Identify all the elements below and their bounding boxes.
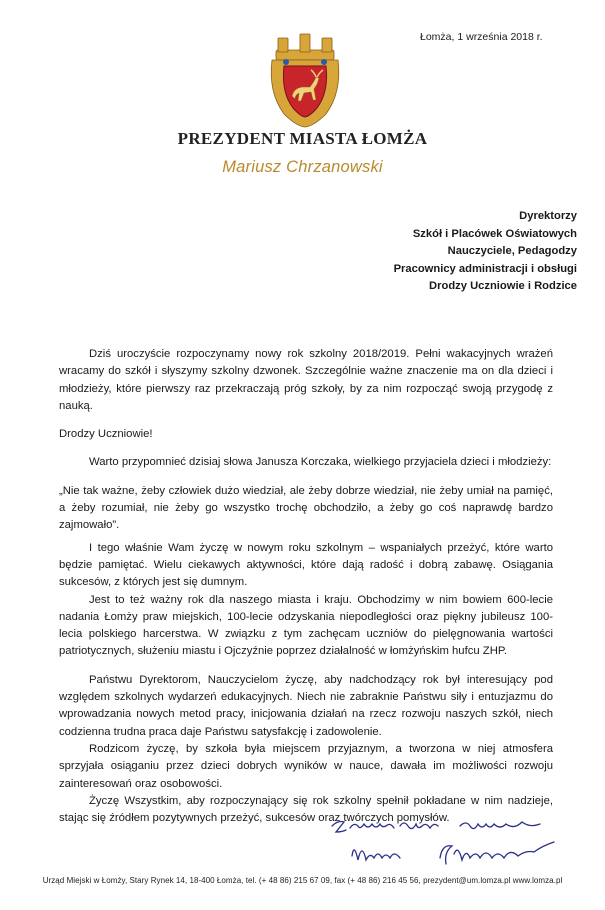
recipient-line: Nauczyciele, Pedagodzy [447, 245, 577, 257]
letter-date: Łomża, 1 września 2018 r. [420, 31, 543, 43]
letterhead-footer: Urząd Miejski w Łomży, Stary Rynek 14, 18-400 Łomża, tel. (+ 48 86) 215 67 09, fax (+ 48 86) 216 45 56, prezydent@um.lomza.pl www.lomza.pl [42, 876, 563, 885]
recipients-block [394, 208, 577, 296]
handwritten-signature-icon [330, 812, 580, 876]
body-paragraph: Warto przypomnieć dzisiaj słowa Janusza Korczaka, wielkiego przyjaciela dzieci i młodzieży: [89, 456, 552, 469]
office-title: PREZYDENT MIASTA ŁOMŻA [177, 129, 428, 148]
body-paragraph: Dziś uroczyście rozpoczynamy nowy rok szkolny 2018/2019. Pełni wakacyjnych wrażeń wracamy do szkół i słyszymy szkolny dzwonek. Szczególnie ważne znaczenie ma on dla dzieci i młodzieży, które pierwszy raz przekraczają próg szkoły, by za nim rozpocząć swoją przygodę z nauką. [59, 348, 553, 412]
body-paragraph: I tego właśnie Wam życzę w nowym roku szkolnym – wspaniałych przeżyć, które warto będzie pamiętać. Wielu ciekawych aktywności, które dają radość i dobrą zabawę. Osiągania sukcesów, z których jest się dumnym. [59, 541, 553, 589]
body-paragraph: Życzę Wszystkim, aby rozpoczynający się rok szkolny spełnił pokładane w nim nadzieje, stając się źródłem pozytywnych przeżyć, sukcesów oraz twórczych pomysłów. [59, 794, 553, 825]
recipient-line: Pracownicy administracji i obsługi [393, 262, 577, 275]
body-paragraph: Jest to też ważny rok dla naszego miasta i kraju. Obchodzimy w nim bowiem 600-lecie nadania Łomży praw miejskich, 100-lecie odzyskania niepodległości oraz piękny jubileusz 100-lecia polskiego harcerstwa. W związku z tym zachęcam uczniów do pielęgnowania wartości patriotycznych, służeniu miastu i Ojczyźnie poprzez działalność w łomżyńskim hufcu ZHP. [59, 593, 553, 658]
salutation: Drodzy Uczniowie! [59, 428, 153, 441]
letter-body [59, 346, 553, 827]
recipient-line: Drodzy Uczniowie i Rodzice [429, 280, 577, 292]
recipient-line: Dyrektorzy [519, 210, 577, 222]
body-paragraph: Rodzicom życzę, by szkoła była miejscem przyjaznym, a tworzona w niej atmosfera sprzyjała osiąganiu przez dzieci dobrych wyników w nauce, dawała im możliwości rozwoju zainteresowań oraz osobowości. [59, 742, 553, 790]
city-coat-of-arms-icon [264, 32, 346, 128]
body-paragraph: Państwu Dyrektorom, Nauczycielom życzę, aby nadchodzący rok był interesujący pod względem szkolnych wydarzeń edukacyjnych. Niech nie zabraknie Państwu siły i entuzjazmu do wprowadzania nowych metod pracy, inicjowania działań na rzecz rozwoju naszych szkół, niech codzienna trudna praca daje Państwu satysfakcję i zadowolenie. [59, 673, 553, 738]
quote-paragraph: „Nie tak ważne, żeby człowiek dużo wiedział, ale żeby dobrze wiedział, nie żeby umiał na pamięć, a żeby rozumiał, nie żeby go wszystko trochę obchodziło, a żeby go coś naprawdę bardzo zajmowało”. [59, 484, 553, 532]
recipient-line: Szkół i Placówek Oświatowych [412, 227, 577, 240]
author-name: Mariusz Chrzanowski [222, 158, 383, 176]
